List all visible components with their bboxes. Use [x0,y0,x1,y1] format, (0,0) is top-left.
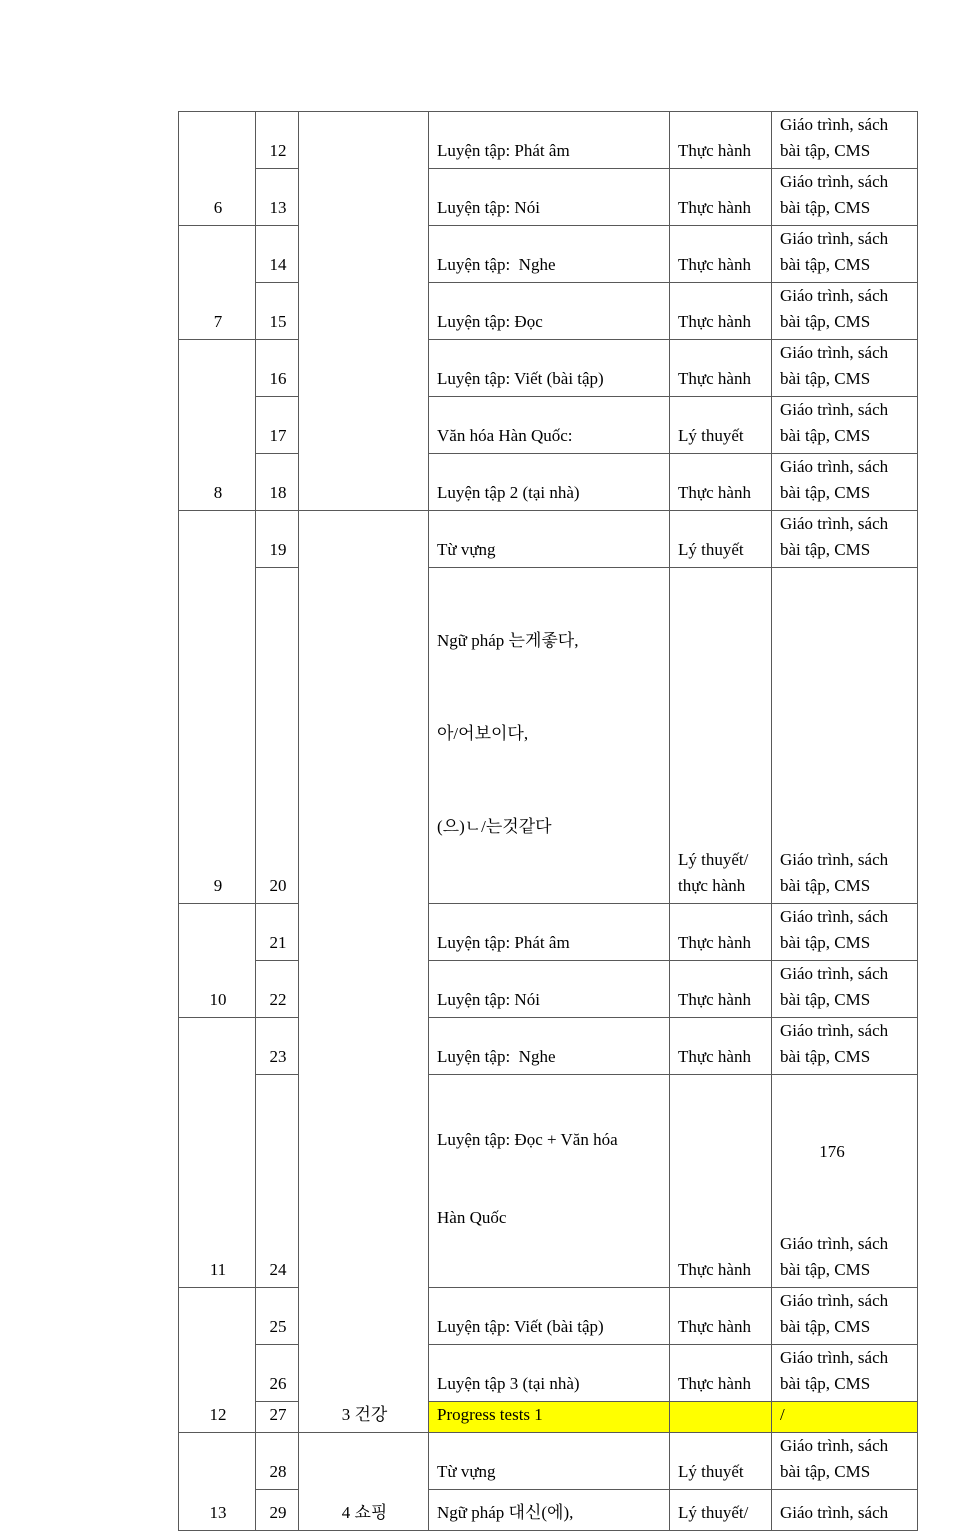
cell-session-17: 17 [256,397,299,454]
cell-materials-21: Giáo trình, sách bài tập, CMS [772,904,918,961]
cell-type-29: Lý thuyết/ [670,1490,772,1531]
cell-type-15: Thực hành [670,283,772,340]
cell-type-25: Thực hành [670,1288,772,1345]
cell-type-28: Lý thuyết [670,1433,772,1490]
cell-session-28: 28 [256,1433,299,1490]
cell-session-23: 23 [256,1018,299,1075]
cell-materials-25: Giáo trình, sách bài tập, CMS [772,1288,918,1345]
cell-type-21: Thực hành [670,904,772,961]
cell-content-26: Luyện tập 3 (tại nhà) [429,1345,670,1402]
cell-materials-28: Giáo trình, sách bài tập, CMS [772,1433,918,1490]
cell-type-14: Thực hành [670,226,772,283]
cell-content-20 [429,568,670,904]
cell-materials-16: Giáo trình, sách bài tập, CMS [772,340,918,397]
cell-week-11: 11 [179,1018,256,1288]
cell-content-13: Luyện tập: Nói [429,169,670,226]
cell-content-28: Từ vựng [429,1433,670,1490]
cell-content-24 [429,1075,670,1288]
cell-week-9: 9 [179,511,256,904]
cell-content-18: Luyện tập 2 (tại nhà) [429,454,670,511]
cell-materials-12: Giáo trình, sách bài tập, CMS [772,112,918,169]
cell-unit-3: 3 건강 [299,511,429,1433]
cell-type-17: Lý thuyết [670,397,772,454]
cell-content-27-progress-test: Progress tests 1 [429,1402,670,1433]
cell-session-25: 25 [256,1288,299,1345]
cell-type-24: Thực hành [670,1075,772,1288]
grammar-line: Ngữ pháp 는게좋다, [437,631,579,650]
content-line: Luyện tập: Đọc + Văn hóa [437,1130,618,1149]
cell-unit-4: 4 쇼핑 [299,1433,429,1531]
cell-unit-top [299,112,429,511]
grammar-line: 아/어보이다, [437,724,529,743]
cell-session-21: 21 [256,904,299,961]
cell-week-10: 10 [179,904,256,1018]
cell-session-16: 16 [256,340,299,397]
type-line: Lý thuyết/ [678,850,749,869]
cell-type-23: Thực hành [670,1018,772,1075]
cell-week-12: 12 [179,1288,256,1433]
cell-session-26: 26 [256,1345,299,1402]
cell-session-12: 12 [256,112,299,169]
cell-materials-26: Giáo trình, sách bài tập, CMS [772,1345,918,1402]
cell-content-19: Từ vựng [429,511,670,568]
cell-session-14: 14 [256,226,299,283]
type-line: thực hành [678,876,746,895]
cell-type-20 [670,568,772,904]
cell-type-27 [670,1402,772,1433]
cell-type-22: Thực hành [670,961,772,1018]
cell-materials-20: Giáo trình, sách bài tập, CMS [772,568,918,904]
cell-content-25: Luyện tập: Viết (bài tập) [429,1288,670,1345]
cell-content-29: Ngữ pháp 대신(에), [429,1490,670,1531]
cell-session-29: 29 [256,1490,299,1531]
cell-content-16: Luyện tập: Viết (bài tập) [429,340,670,397]
cell-session-15: 15 [256,283,299,340]
cell-week-7: 7 [179,226,256,340]
grammar-line: (으)ㄴ/는것같다 [437,817,552,836]
cell-content-14: Luyện tập: Nghe [429,226,670,283]
cell-content-21: Luyện tập: Phát âm [429,904,670,961]
cell-type-16: Thực hành [670,340,772,397]
syllabus-table [178,111,918,1531]
page-number: 176 [819,1142,845,1161]
cell-week-13: 13 [179,1433,256,1531]
cell-materials-23: Giáo trình, sách bài tập, CMS [772,1018,918,1075]
cell-session-22: 22 [256,961,299,1018]
cell-type-19: Lý thuyết [670,511,772,568]
cell-content-12: Luyện tập: Phát âm [429,112,670,169]
cell-session-19: 19 [256,511,299,568]
cell-session-24: 24 [256,1075,299,1288]
cell-materials-17: Giáo trình, sách bài tập, CMS [772,397,918,454]
cell-week-6: 6 [179,112,256,226]
cell-session-13: 13 [256,169,299,226]
cell-type-12: Thực hành [670,112,772,169]
cell-materials-13: Giáo trình, sách bài tập, CMS [772,169,918,226]
cell-materials-14: Giáo trình, sách bài tập, CMS [772,226,918,283]
cell-session-18: 18 [256,454,299,511]
content-line: Hàn Quốc [437,1208,507,1227]
cell-type-26: Thực hành [670,1345,772,1402]
cell-materials-29: Giáo trình, sách [772,1490,918,1531]
cell-session-27: 27 [256,1402,299,1433]
cell-materials-19: Giáo trình, sách bài tập, CMS [772,511,918,568]
cell-materials-15: Giáo trình, sách bài tập, CMS [772,283,918,340]
cell-content-17: Văn hóa Hàn Quốc: [429,397,670,454]
cell-week-8: 8 [179,340,256,511]
cell-content-22: Luyện tập: Nói [429,961,670,1018]
cell-type-18: Thực hành [670,454,772,511]
cell-materials-18: Giáo trình, sách bài tập, CMS [772,454,918,511]
cell-type-13: Thực hành [670,169,772,226]
cell-content-23: Luyện tập: Nghe [429,1018,670,1075]
cell-materials-22: Giáo trình, sách bài tập, CMS [772,961,918,1018]
cell-materials-27: / [772,1402,918,1433]
cell-content-15: Luyện tập: Đọc [429,283,670,340]
cell-materials-24: Giáo trình, sách bài tập, CMS [772,1075,918,1288]
cell-session-20: 20 [256,568,299,904]
